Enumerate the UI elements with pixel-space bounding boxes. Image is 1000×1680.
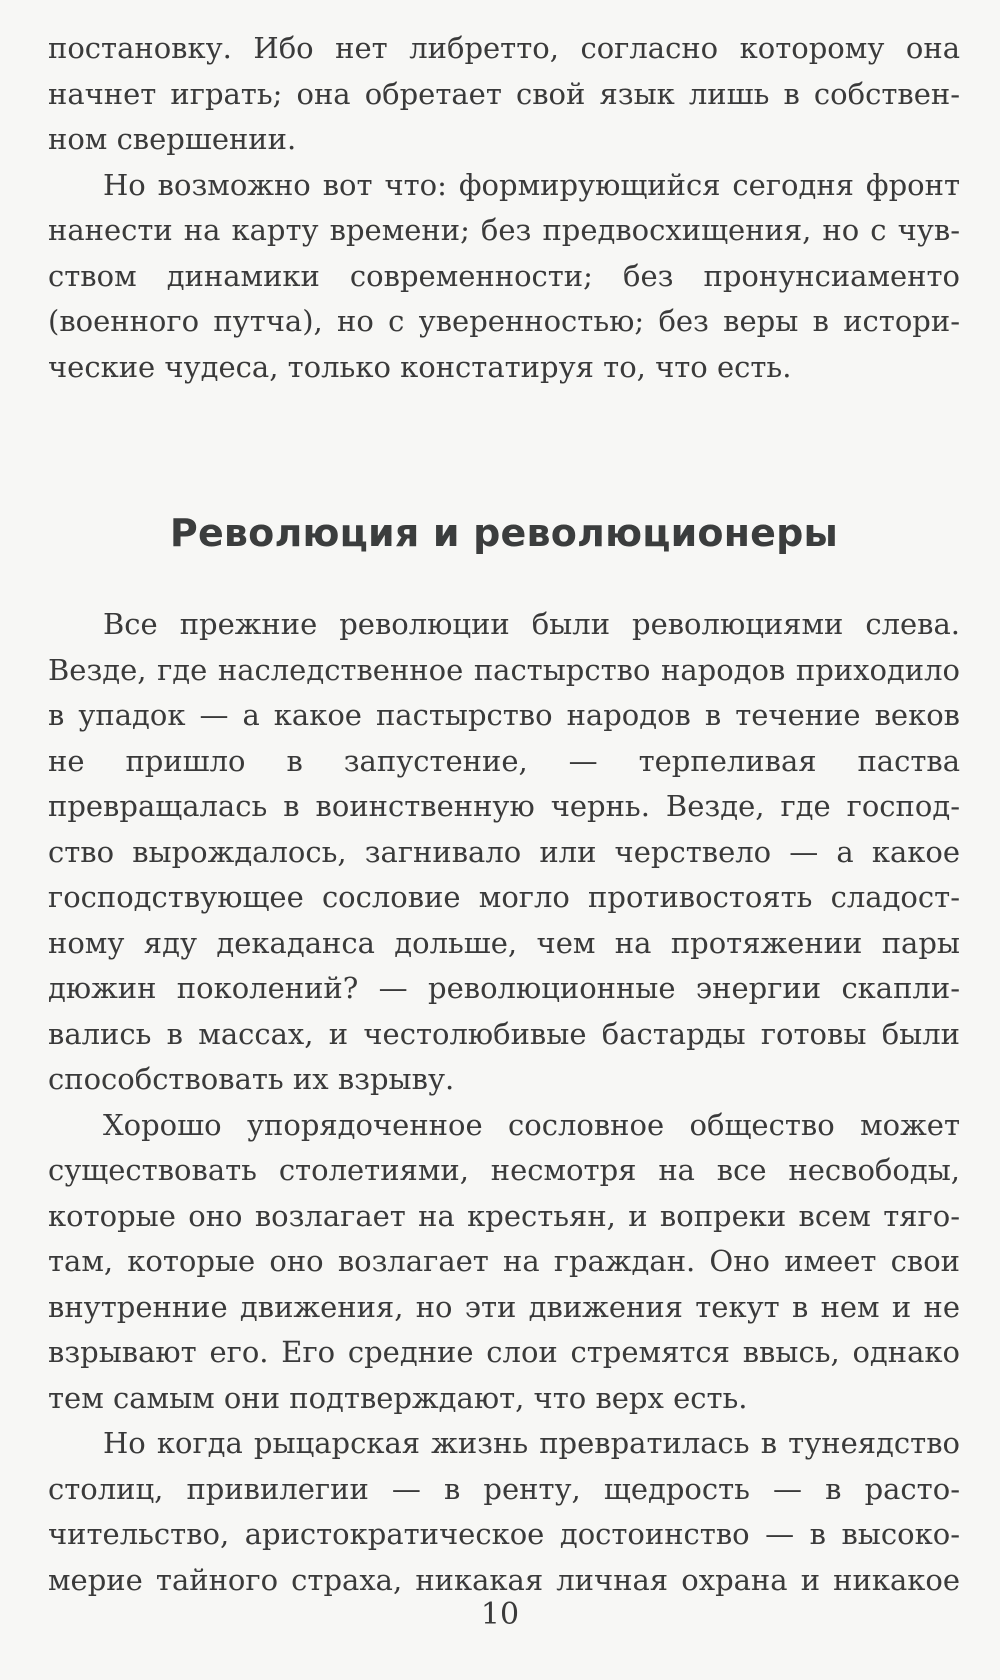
page-number: 10 <box>480 1597 520 1632</box>
section-title: Революция и революционеры <box>169 511 839 555</box>
paragraph-2: Хорошо упорядоченное сословное общество может существовать столетиями, несмотря на все несвободы, которые оно возлагает на крестьян, и вопреки всем тяготам, которые оно возлагает на граждан. Оно имеет свои внутренние движения, но эти движения текут в нем и не взрывают его. Его средние слои стремятся ввысь, однако тем самым они подтверждают, что верх есть. <box>48 1107 960 1415</box>
paragraph-intro: Но возможно вот что: формирующийся сегодня фронт нанести на карту времени; без предвосхищения, но с чувством динамики современности; без пронунсиаменто (военного путча), но с уверенностью; без веры в исторические чудеса, только констатируя то, что есть. <box>48 167 960 384</box>
continued-paragraph: постановку. Ибо нет либретто, согласно которому она начнет играть; она обретает свой язык лишь в собственном свершении. <box>48 31 960 156</box>
paragraph-3: Но когда рыцарская жизнь превратилась в тунеядство столиц, привилегии — в ренту, щедрость — в расточительство, аристократическое достоинство — в высокомерие тайного страха, никакая личная охрана и никакое <box>48 1426 960 1597</box>
paragraph-1: Все прежние революции были революциями слева. Везде, где наследственное пастырство народов приходило в упадок — а какое пастырство народов в течение веков не пришло в запустение, — терпеливая паства превращалась в воинственную чернь. Везде, где господство вырождалось, загнивало или черствело — а какое господствующее сословие могло противостоять сладостному яду декаданса дольше, чем на протяжении пары дюжин поколений? — революционные энергии скапливались в массах, и честолюбивые бастарды готовы были способствовать их взрыву. <box>48 607 960 1096</box>
